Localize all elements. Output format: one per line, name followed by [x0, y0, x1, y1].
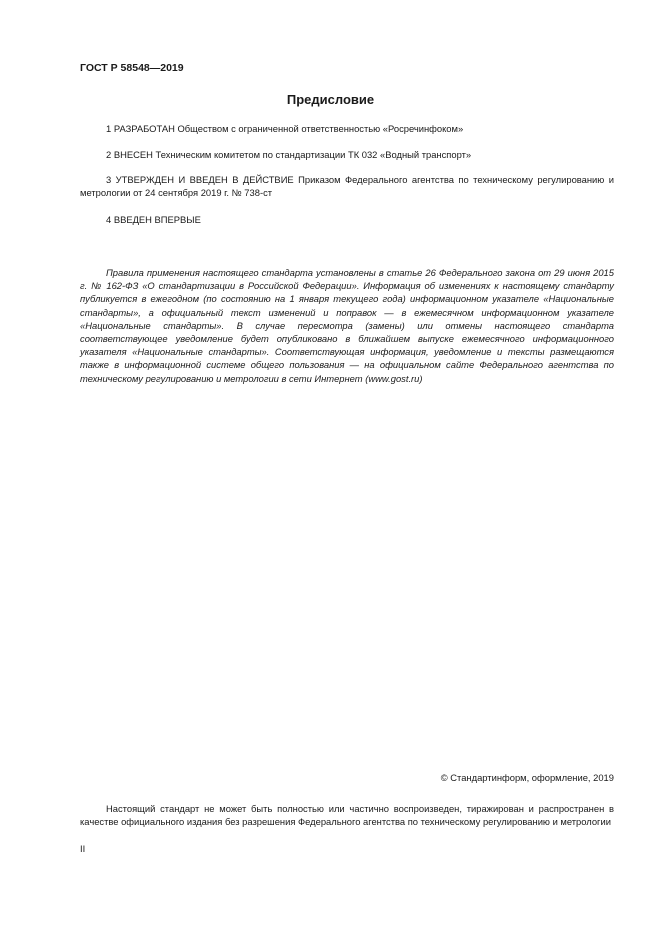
foreword-item-4: 4 ВВЕДЕН ВПЕРВЫЕ — [106, 214, 201, 225]
application-rules-notice: Правила применения настоящего стандарта установлены в статье 26 Федерального закона от 29 июня 2015 г. № 162-ФЗ «О стандартизации в Российской Федерации». Информация об изменениях к настоящему стандарту публикуется в ежегодном (по состоянию на 1 января текущего года) информационном указателе «Национальные стандарты», а официальный текст изменений и поправок — в ежемесячном информационном указателе «Национальные стандарты». В случае пересмотра (замены) или отмены настоящего стандарта соответствующее уведомление будет опубликовано в ближайшем выпуске ежемесячного информационного указателя «Национальные стандарты». Соответствующая информация, уведомление и тексты размещаются также в информационной системе общего пользования — на официальном сайте Федерального агентства по техническому регулированию и метрологии в сети Интернет (www.gost.ru) — [80, 267, 614, 384]
copyright-line: © Стандартинформ, оформление, 2019 — [440, 772, 614, 783]
page-title: Предисловие — [286, 92, 375, 107]
standard-id: ГОСТ Р 58548—2019 — [80, 62, 184, 74]
page-number: II — [80, 843, 86, 854]
reproduction-disclaimer: Настоящий стандарт не может быть полностью или частично воспроизведен, тиражирован и распространен в качестве официального издания без разрешения Федерального агентства по техническому регулированию и метрологии — [80, 803, 614, 827]
foreword-item-3: 3 УТВЕРЖДЕН И ВВЕДЕН В ДЕЙСТВИЕ Приказом Федерального агентства по техническому регулированию и метрологии от 24 сентября 2019 г. № 738-ст — [80, 174, 614, 198]
foreword-item-1: 1 РАЗРАБОТАН Обществом с ограниченной ответственностью «Росречинфоком» — [106, 123, 464, 134]
foreword-item-2: 2 ВНЕСЕН Техническим комитетом по стандартизации ТК 032 «Водный транспорт» — [106, 149, 472, 160]
